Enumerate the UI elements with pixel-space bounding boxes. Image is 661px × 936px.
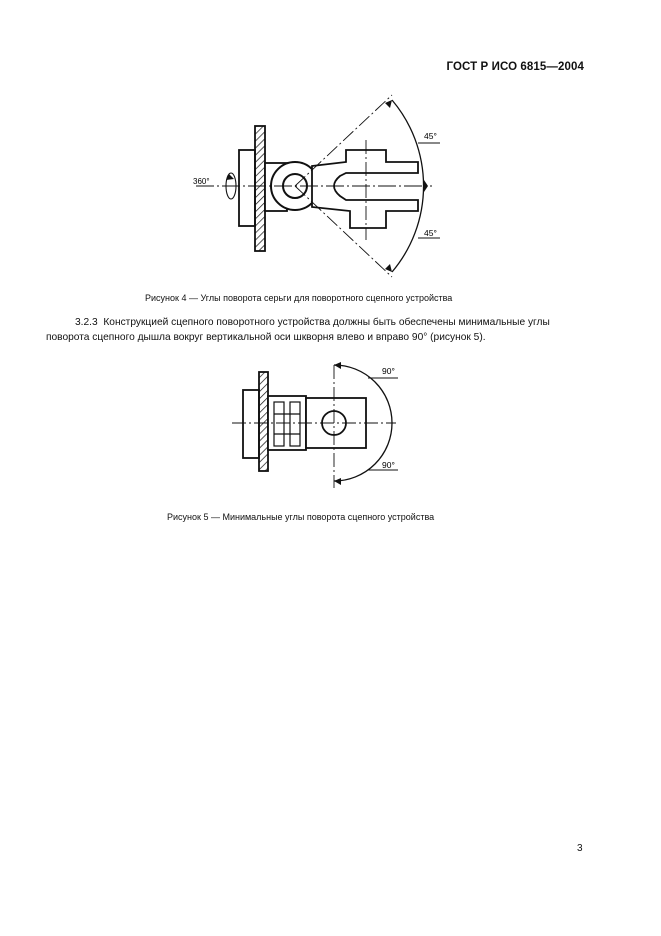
paragraph-number: 3.2.3 [75,317,98,328]
paragraph-text: Конструкцией сцепного поворотного устройства должны быть обеспечены минимальные углы поворота сцепного дышла вокруг вертикальной оси шкворня влево и вправо 90° (рисунок 5). [46,317,550,343]
standard-header: ГОСТ Р ИСО 6815—2004 [446,61,584,73]
angle-top-label: 45° [424,131,437,141]
figure-5-caption: Рисунок 5 — Минимальные углы поворота сцепного устройства [167,512,435,522]
mounting-plate [243,390,259,458]
angle-bottom-label: 90° [382,460,395,470]
page-number: 3 [577,843,583,854]
mounting-plate [239,150,255,226]
figure-4-caption: Рисунок 4 — Углы поворота серьги для поворотного сцепного устройства [145,293,453,303]
figure-4-drawing [0,0,661,300]
rotation-label: 360° [193,177,210,186]
hatched-wall [259,372,268,471]
paragraph-3-2-3 [46,315,586,345]
angle-bottom-label: 45° [424,228,437,238]
hatched-wall [255,126,265,251]
figure-5-drawing [0,355,661,505]
angle-top-label: 90° [382,366,395,376]
